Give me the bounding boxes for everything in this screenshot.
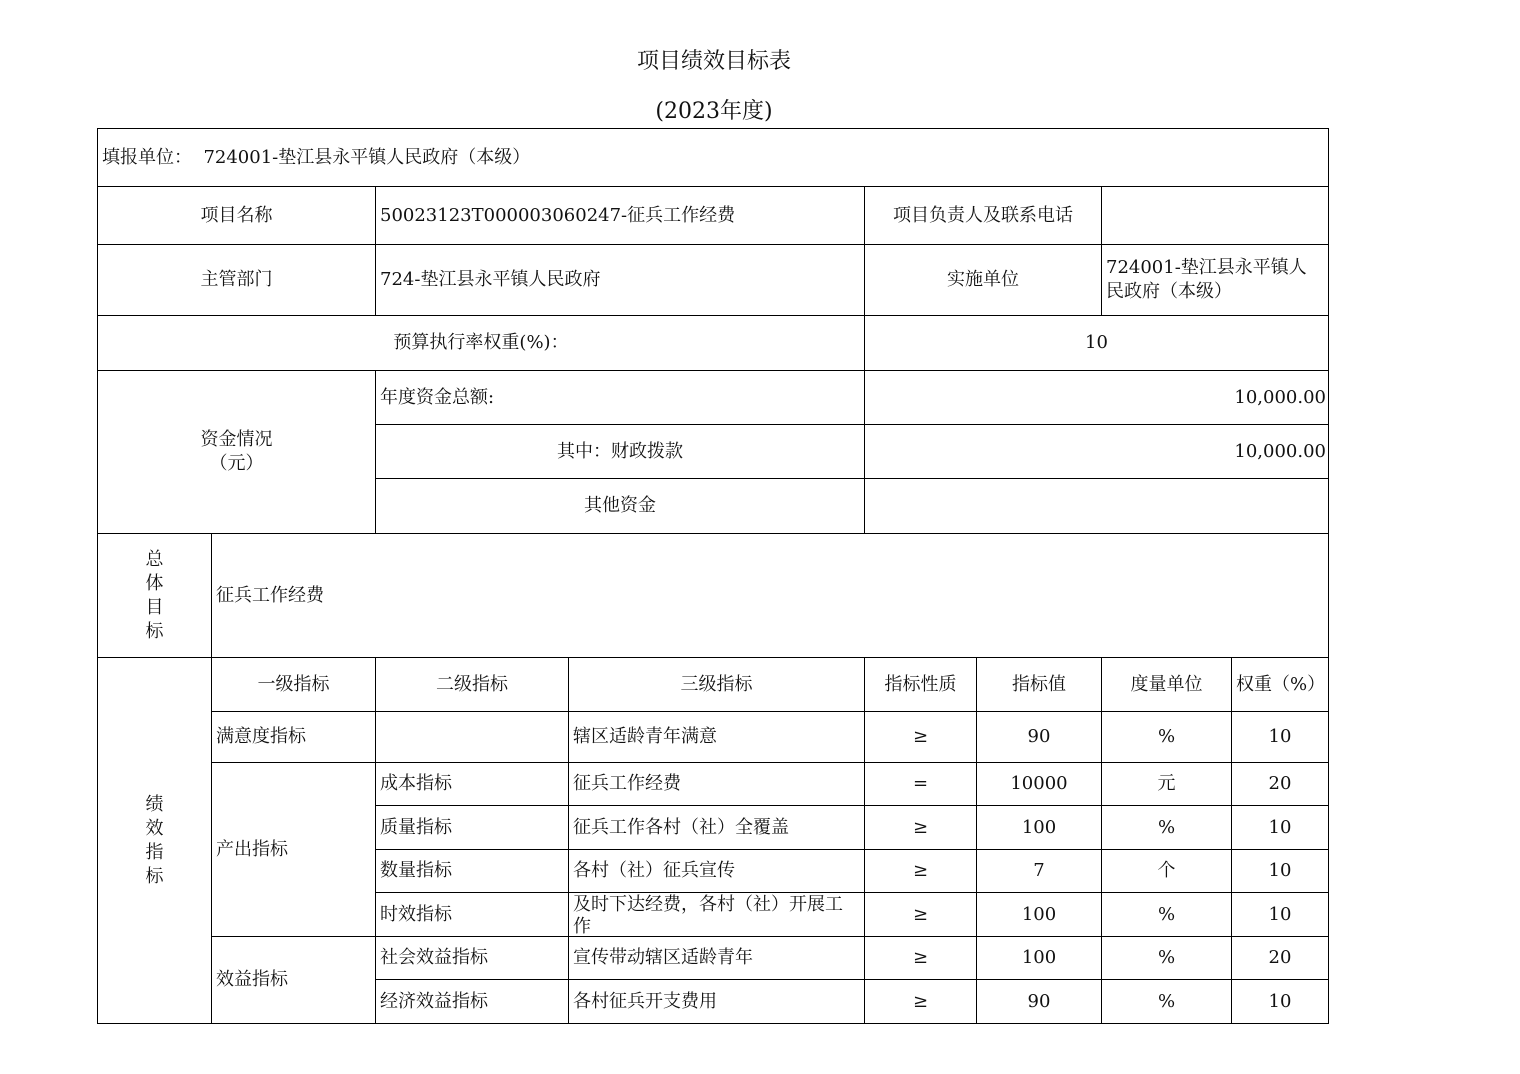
filling-unit-value: 724001-垫江县永平镇人民政府（本级） [203,146,531,168]
nature-cell: ≥ [865,712,977,763]
overall-goal-char: 目 [145,596,164,618]
unit-cell: % [1102,806,1232,850]
indicators-char: 绩 [145,793,164,815]
level2-cell: 数量指标 [376,850,569,893]
funds-total-value: 10,000.00 [865,371,1329,425]
level2-cell [376,712,569,763]
level1-satisfaction: 满意度指标 [212,712,376,763]
level1-benefit: 效益指标 [212,937,376,1024]
unit-cell: % [1102,980,1232,1024]
indicators-label [98,658,212,1024]
table-row [98,937,1329,980]
value-cell: 100 [977,806,1102,850]
overall-goal-row [98,534,1329,658]
page-subtitle: (2023年度) [655,99,773,124]
value-cell: 100 [977,893,1102,937]
funds-total-row [98,371,1329,425]
overall-goal-value: 征兵工作经费 [212,534,1329,658]
department-value: 724-垫江县永平镇人民政府 [376,245,865,316]
department-label: 主管部门 [98,245,376,316]
budget-weight-value: 10 [865,316,1329,371]
performance-goal-table [97,128,1329,1024]
unit-cell: 元 [1102,763,1232,806]
overall-goal-label [98,534,212,658]
indicators-char: 标 [145,865,164,887]
value-cell: 90 [977,712,1102,763]
nature-cell: ≥ [865,980,977,1024]
funds-fiscal-label: 其中：财政拨款 [376,425,865,479]
unit-cell: % [1102,937,1232,980]
nature-cell: ≥ [865,893,977,937]
overall-goal-char: 标 [145,620,164,642]
level3-cell [569,893,865,937]
funds-other-value [865,479,1329,534]
department-row [98,245,1329,316]
value-cell: 10000 [977,763,1102,806]
project-contact-label: 项目负责人及联系电话 [865,187,1102,245]
project-name-row [98,187,1329,245]
weight-cell: 20 [1232,937,1329,980]
level1-output: 产出指标 [212,763,376,937]
header-weight: 权重（%） [1232,658,1329,712]
level3-cell: 辖区适龄青年满意 [569,712,865,763]
filling-unit-label: 填报单位： [102,146,192,168]
level2-cell: 经济效益指标 [376,980,569,1024]
implementer-label: 实施单位 [865,245,1102,316]
page-title: 项目绩效目标表 [636,49,791,74]
header-level3: 三级指标 [569,658,865,712]
filling-unit-row [98,129,1329,187]
budget-weight-row [98,316,1329,371]
header-nature: 指标性质 [865,658,977,712]
level2-cell: 质量指标 [376,806,569,850]
value-cell: 100 [977,937,1102,980]
weight-cell: 10 [1232,893,1329,937]
filling-unit-cell [98,129,1329,187]
level3-cell: 各村（社）征兵宣传 [569,850,865,893]
level3-cell: 宣传带动辖区适龄青年 [569,937,865,980]
header-level2: 二级指标 [376,658,569,712]
overall-goal-char: 体 [145,572,164,594]
unit-cell: 个 [1102,850,1232,893]
indicator-header-row [98,658,1329,712]
header-value: 指标值 [977,658,1102,712]
project-name-label: 项目名称 [98,187,376,245]
table-row [98,763,1329,806]
nature-cell: ≥ [865,937,977,980]
weight-cell: 20 [1232,763,1329,806]
header-level1: 一级指标 [212,658,376,712]
unit-cell: % [1102,893,1232,937]
overall-goal-char: 总 [145,548,164,570]
level3-text: 及时下达经费，各村（社）开展工作 [573,893,843,936]
nature-cell: ≥ [865,806,977,850]
weight-cell: 10 [1232,850,1329,893]
funds-fiscal-value: 10,000.00 [865,425,1329,479]
level3-cell: 各村征兵开支费用 [569,980,865,1024]
project-contact-value [1102,187,1329,245]
nature-cell: = [865,763,977,806]
indicators-char: 指 [145,841,164,863]
implementer-value: 724001-垫江县永平镇人民政府（本级） [1102,245,1329,316]
weight-cell: 10 [1232,806,1329,850]
funds-other-label: 其他资金 [376,479,865,534]
level3-cell: 征兵工作各村（社）全覆盖 [569,806,865,850]
funds-total-label: 年度资金总额: [376,371,865,425]
budget-weight-label: 预算执行率权重(%)： [98,316,865,371]
value-cell: 90 [977,980,1102,1024]
unit-cell: % [1102,712,1232,763]
header-unit: 度量单位 [1102,658,1232,712]
value-cell: 7 [977,850,1102,893]
weight-cell: 10 [1232,712,1329,763]
indicators-char: 效 [145,817,164,839]
level2-cell: 社会效益指标 [376,937,569,980]
level3-cell: 征兵工作经费 [569,763,865,806]
weight-cell: 10 [1232,980,1329,1024]
level2-cell: 时效指标 [376,893,569,937]
funds-label-line2: （元） [209,453,264,474]
funds-label [98,371,376,534]
table-row [98,712,1329,763]
nature-cell: ≥ [865,850,977,893]
project-name-value: 50023123T000003060247-征兵工作经费 [376,187,865,245]
funds-label-line1: 资金情况 [200,429,273,450]
level2-cell: 成本指标 [376,763,569,806]
